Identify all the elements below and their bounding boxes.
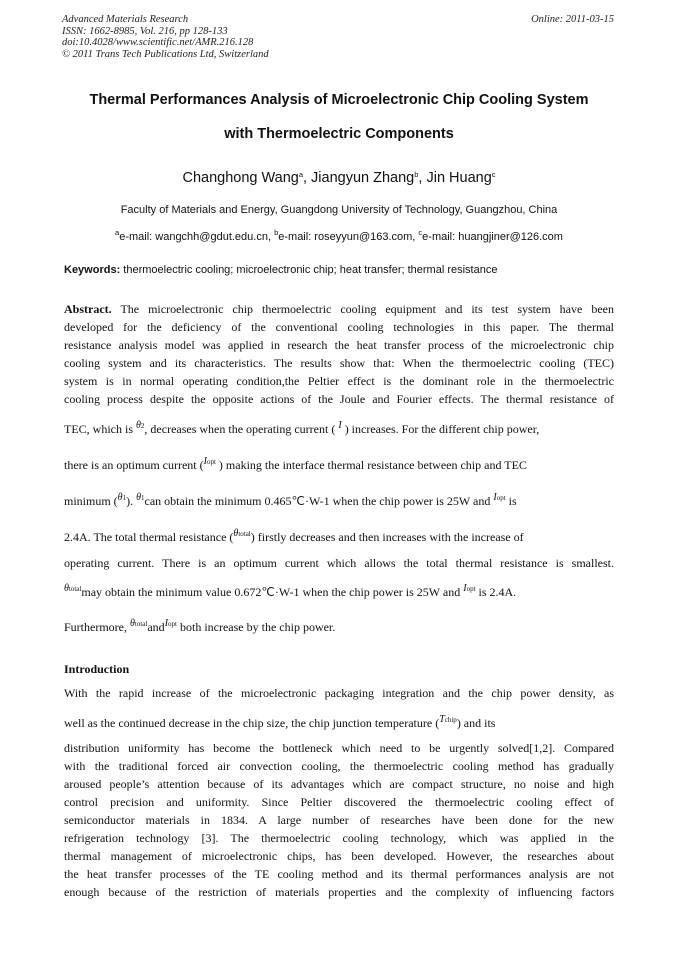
keywords-label: Keywords: [64, 264, 121, 276]
abstract-text: both increase by the chip power. [179, 620, 336, 634]
author-affil-mark: a [298, 170, 303, 179]
abstract-text: ). [126, 494, 137, 508]
abstract-line: cooling system and its characteristics. The results show that: When the thermoelectric cooling (TEC) [64, 356, 614, 370]
abstract-text: TEC, which is [64, 422, 136, 436]
abstract-text: Furthermore, [64, 620, 130, 634]
abstract-text: is [508, 494, 517, 508]
abstract-line [64, 585, 614, 600]
intro-line: the heat transfer processes of the TE cooling method and its thermal performances analysis are not [64, 867, 614, 881]
keywords [64, 264, 497, 276]
issn-line: ISSN: 1662-8985, Vol. 216, pp 128-133 [62, 25, 228, 37]
abstract-line [64, 422, 614, 437]
current-symbol: I [338, 420, 342, 431]
paper-title-line-1: Thermal Performances Analysis of Microelectronic Chip Cooling System [89, 92, 589, 108]
iopt-symbol: Iopt [463, 583, 476, 594]
keywords-text: thermoelectric cooling; microelectronic chip; heat transfer; thermal resistance [120, 264, 498, 276]
email-list [40, 228, 638, 243]
intro-line: distribution uniformity has become the bottleneck which need to be urgently solved[1,2]. Compared [64, 741, 614, 755]
abstract-text: is 2.4A. [475, 585, 517, 599]
iopt-symbol: Iopt [164, 618, 177, 629]
theta1-symbol: θ1 [136, 492, 145, 503]
abstract-label: Abstract. [64, 302, 112, 316]
intro-line: semiconductor materials in 1834. A large number of researches have been done for the new [64, 813, 614, 827]
author-affil-mark: b [414, 170, 419, 179]
abstract-line: operating current. There is an optimum current which allows the total thermal resistance is smallest. [64, 556, 614, 570]
section-heading-introduction: Introduction [64, 662, 130, 676]
abstract-text: can obtain the minimum 0.465℃·W-1 when the chip power is 25W and [144, 494, 494, 508]
abstract-text: and [147, 620, 165, 634]
intro-line: enough because of the restriction of materials properties and the complexity of influencing factors [64, 885, 614, 899]
abstract-text: 2.4A. The total thermal resistance ( [64, 530, 234, 544]
intro-text: ) and its [456, 716, 496, 730]
abstract-line [64, 620, 614, 635]
email-entry: e-mail: huangjiner@126.com [422, 231, 563, 243]
copyright-line: © 2011 Trans Tech Publications Ltd, Switzerland [62, 48, 269, 60]
abstract-line: cooling process despite the opposite actions of the Joule and Fourier effects. The thermal resistance of [64, 392, 614, 406]
email-mark: c [418, 228, 423, 237]
abstract-line: system is in normal operating condition,the Peltier effect is the dominant role in the thermoelectric [64, 374, 614, 388]
abstract-line: resistance analysis model was applied in research the heat transfer process of the microelectronic chip [64, 338, 614, 352]
tchip-symbol: Tchip [439, 714, 457, 725]
intro-line: refrigeration technology [3]. The thermoelectric cooling technology, which was applied in the [64, 831, 614, 845]
abstract-text: minimum ( [64, 494, 118, 508]
theta-total-symbol: θtotal [129, 618, 148, 629]
abstract-line [64, 530, 614, 545]
abstract-line [64, 458, 614, 473]
author-name: , Jiangyun Zhang [303, 170, 415, 186]
affiliation: Faculty of Materials and Energy, Guangdong University of Technology, Guangzhou, China [120, 204, 558, 216]
author-list [40, 170, 638, 186]
email-entry: e-mail: roseyyun@163.com, [278, 231, 419, 243]
abstract-text: there is an optimum current ( [64, 458, 204, 472]
abstract-text: , decreases when the operating current ( [144, 422, 336, 436]
abstract-text: ) increases. For the different chip power, [344, 422, 540, 436]
online-date: Online: 2011-03-15 [531, 14, 614, 25]
theta2-symbol: θ2 [136, 420, 145, 431]
intro-line: thermal management of microelectronic chips, has been developed. However, the researches about [64, 849, 614, 863]
author-affil-mark: c [491, 170, 496, 179]
abstract-text: may obtain the minimum value 0.672℃·W-1 when the chip power is 25W and [81, 585, 464, 599]
abstract-text: ) firstly decreases and then increases with the increase of [250, 530, 524, 544]
paper-title-line-2: with Thermoelectric Components [224, 126, 454, 142]
abstract-text: ) making the interface thermal resistance between chip and TEC [218, 458, 527, 472]
author-name: , Jin Huang [418, 170, 492, 186]
theta1-symbol: θ1 [117, 492, 127, 503]
email-mark: b [274, 228, 279, 237]
author-name: Changhong Wang [182, 170, 299, 186]
intro-text: well as the continued decrease in the chip size, the chip junction temperature ( [64, 716, 440, 730]
abstract-text: The microelectronic chip thermoelectric cooling equipment and its test system have been [111, 302, 614, 316]
intro-line [64, 716, 614, 731]
iopt-symbol: Iopt [493, 492, 506, 503]
iopt-symbol: Iopt [203, 456, 216, 467]
intro-line: With the rapid increase of the microelectronic packaging integration and the chip power density, as [64, 686, 614, 700]
intro-line: with the traditional forced air convection cooling, the thermoelectric cooling method has gradually [64, 759, 614, 773]
abstract-line [64, 302, 614, 317]
doi-line: doi:10.4028/www.scientific.net/AMR.216.128 [62, 37, 254, 48]
intro-line: control precision and uniformity. Since Peltier discovered the thermoelectric cooling effect of [64, 795, 614, 809]
theta-total-symbol: θtotal [233, 528, 251, 539]
intro-line: aroused people’s attention because of its advantages which are compact structure, no noise and high [64, 777, 614, 791]
journal-name: Advanced Materials Research [62, 14, 189, 25]
abstract-line [64, 494, 614, 509]
email-entry: e-mail: wangchh@gdut.edu.cn, [119, 231, 275, 243]
email-mark: a [115, 228, 120, 237]
theta-total-symbol: θtotal [64, 583, 82, 594]
journal-header [62, 14, 269, 60]
abstract-line: developed for the deficiency of the conventional cooling technologies in this paper. The thermal [64, 320, 614, 334]
